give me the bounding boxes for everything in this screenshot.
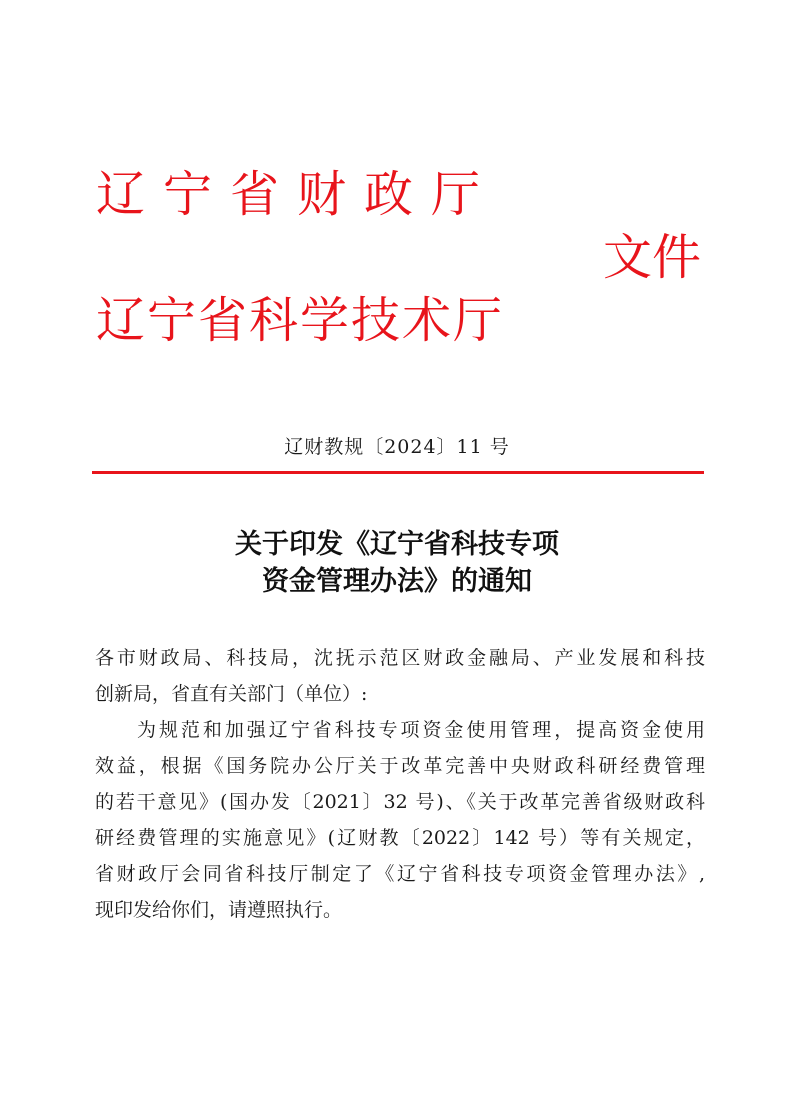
paragraph-line-1: 为规范和加强辽宁省科技专项资金使用管理，提高资金使用 (137, 719, 705, 741)
title-line-1: 关于印发《辽宁省科技专项 (235, 529, 559, 560)
issuer-finance-department: 辽宁省财政厅 (96, 166, 499, 223)
addressee-line-1: 各市财政局、科技局，沈抚示范区财政金融局、产业发展和科技 (95, 647, 705, 669)
document-body (95, 640, 705, 928)
document-title (0, 526, 794, 600)
addressee-line-2: 创新局，省直有关部门（单位）: (95, 683, 368, 705)
paragraph-line-5: 省财政厅会同省科技厅制定了《辽宁省科技专项资金管理办法》, (95, 863, 705, 885)
document-number: 辽财教规〔2024〕11 号 (284, 436, 510, 458)
paragraph-line-6: 现印发给你们，请遵照执行。 (95, 899, 343, 921)
issuer-science-technology-department: 辽宁省科学技术厅 (96, 292, 505, 349)
title-line-2: 资金管理办法》的通知 (262, 566, 532, 597)
red-separator-line (92, 471, 704, 474)
paragraph-line-4: 研经费管理的实施意见》(辽财教〔2022〕142 号）等有关规定， (95, 827, 705, 849)
paragraph-line-2: 效益，根据《国务院办公厅关于改革完善中央财政科研经费管理 (95, 755, 705, 777)
document-label-wenjian: 文件 (603, 229, 702, 286)
paragraph-line-3: 的若干意见》(国办发〔2021〕32 号)、《关于改革完善省级财政科 (95, 791, 705, 813)
